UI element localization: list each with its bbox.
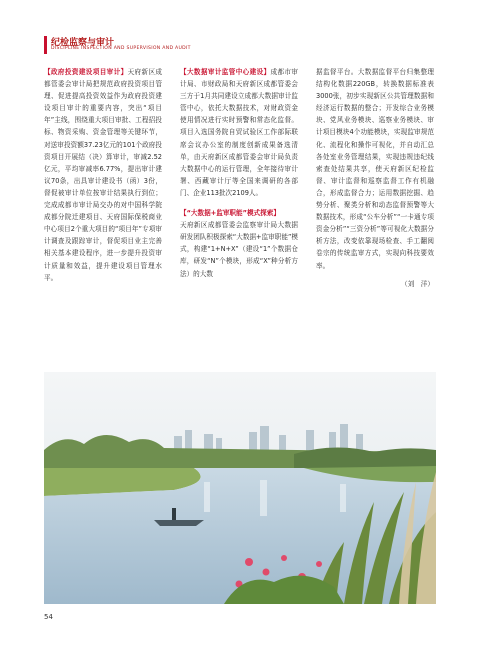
paragraph-text: 天府新区成都管委会监察审计局大数据研发团队积极探索“大数据+监审职能”模式，构建“1+N+X”（建设“1”个数据仓库，研发“N”个模块，形成“X”种分析方法）的大数: [180, 221, 298, 278]
paragraph-text: 天府新区成都管委会审计局把规范政府投资项目管理、促进提高投资效益作为政府投资建设项目审计的重要内容，突出“项目年”主线，围绕重大项目审批、工程招投标、物资采购、资金管理等关键环节，对送审投资额37.23亿元的101个政府投资项目开展结（决）算审计，审减2.52亿元，平均审减率6.77%，提出审计建议70条，出具审计建设书（函）3份，督促被审计单位按审计结果执行到位；完成成都市审计局交办的对中国科学院成都分院迁建项目、天府国际保税商业中心项目2个重大项目的“项目年”专项审计调查及跟踪审计，督促项目业主完善相关基本建设程序，进一步提升投资审计质量和效益，提升建设项目管理水平。: [44, 68, 163, 282]
paragraph-big-data-center: [180, 66, 298, 199]
heading-tag: 【大数据审计监管中心建设】: [180, 68, 271, 76]
paragraph-text: 成都市审计局、市财政局和天府新区成都管委会三方于1月共同建设立成都大数据审计监管中心，依托大数据技术，对财政资金使用情况进行实时预警和常态化监督。项目入选国务院自贸试验区工作部际联席会议办公室的制度创新成果备选清单，由天府新区成都管委会审计局负责大数据中心的运行管理，全年接待审计署、西藏审计厅等全国来调研的各部门、企业113批次2109人。: [180, 68, 299, 197]
paragraph-continuation: 据监督平台。大数据监督平台归集整理结构化数据220GB，转换数据标准表3000张，初步实现新区公共管理数据和经济运行数据的整合；开发综合业务模块、党风业务模块、巡察业务模块、审计项目模块4个功能模块，实现监审规范化、流程化和操作可视化，并自动汇总各处室业务管理结果，实现违规违纪线索查处结果共享，使天府新区纪检监督、审计监督和巡察监督工作有机融合，形成监督合力；运用数据挖掘、趋势分析、聚类分析和动态监督预警等大数据技术，形成“公车分析”“一卡通专项资金分析”“三资分析”等可视化大数据分析方法，改变依靠现场检查、手工翻阅卷宗的传统监审方式，实现向科技要效率。: [316, 68, 434, 270]
column-2: [180, 66, 298, 280]
author-signature: （刘 洋）: [401, 279, 434, 288]
paragraph-government-investment-audit: [44, 66, 162, 284]
header-accent-bar: [44, 36, 47, 54]
page-number: 54: [44, 613, 53, 621]
heading-tag: 【政府投资建设项目审计】: [44, 68, 128, 76]
landscape-photo-icon: [44, 372, 436, 604]
column-1: [44, 66, 162, 284]
column-3: [316, 66, 434, 290]
heading-tag: 【“大数据+监审职能”模式探索】: [180, 209, 280, 218]
paragraph-big-data-mode: [180, 207, 298, 280]
section-title: 纪检监察与审计: [51, 38, 115, 48]
section-subtitle: DISCIPLINE INSPECTION AND SUPERVISION AND AUDIT: [51, 46, 191, 51]
landscape-photo: [44, 372, 436, 604]
